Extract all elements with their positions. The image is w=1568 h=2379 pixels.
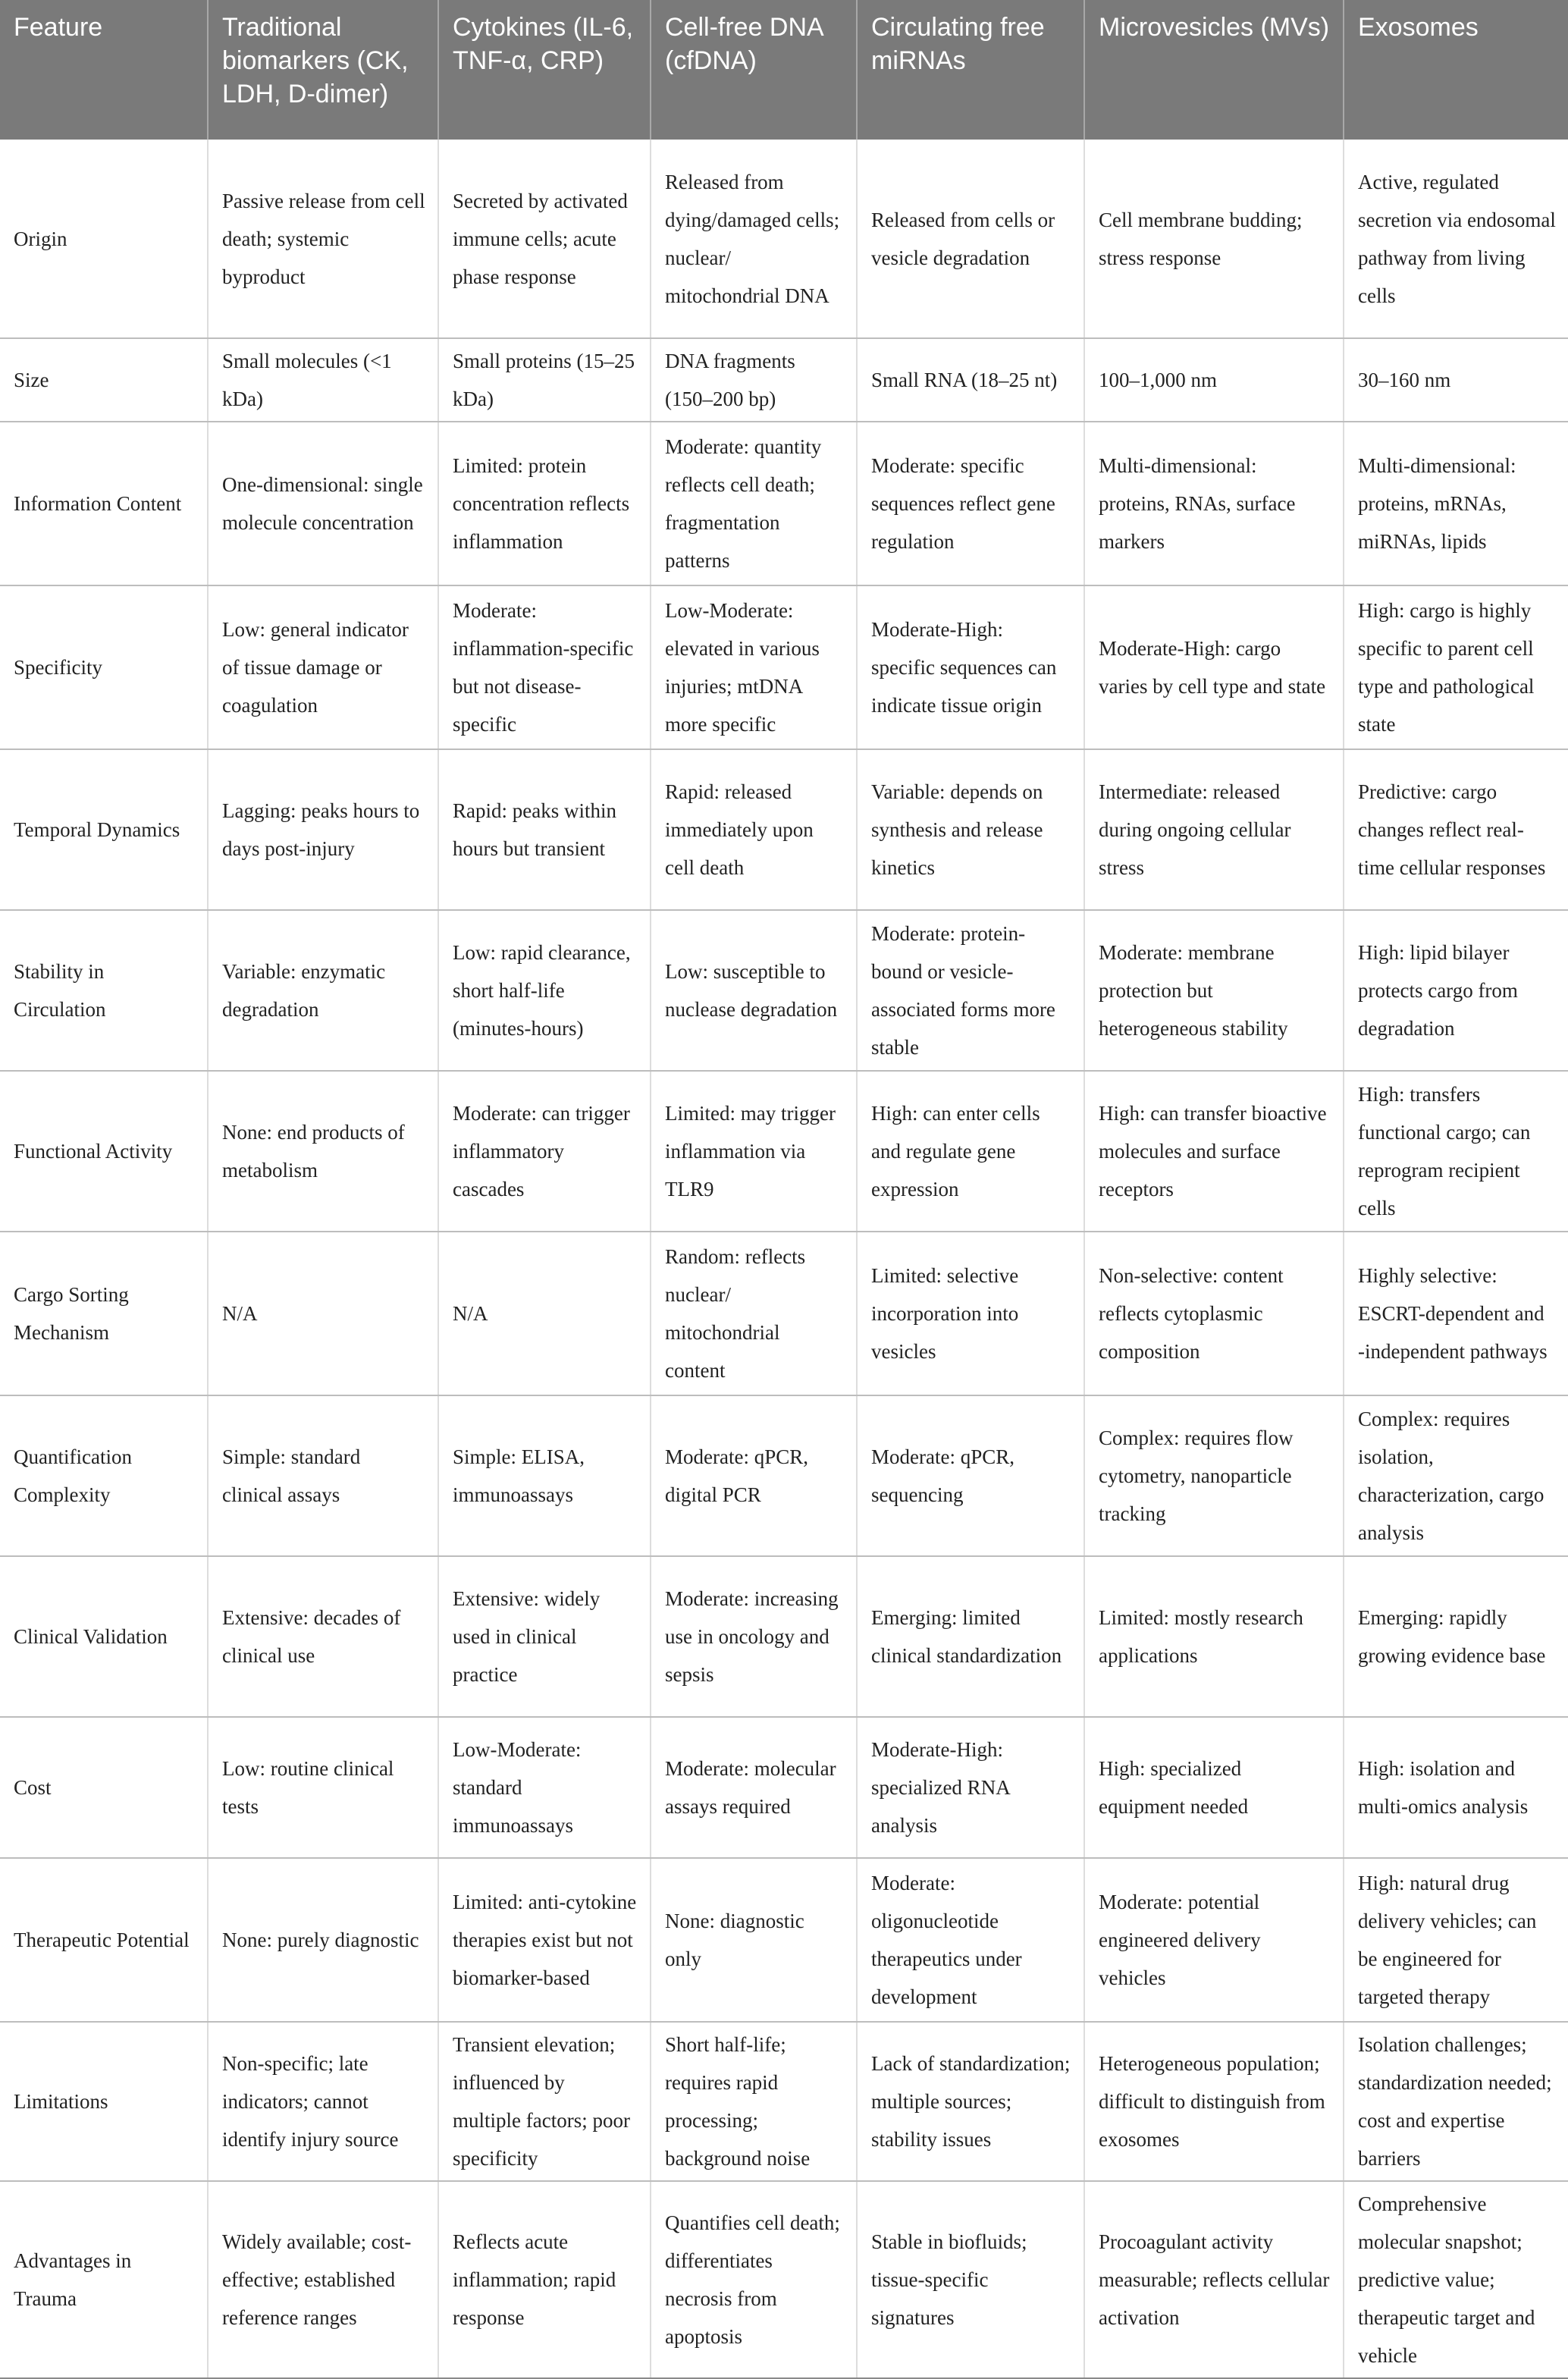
- table-header: [0, 0, 1568, 140]
- row-feature-label: Information Content: [0, 422, 208, 585]
- table-cell: Complex: requires isolation, characterization, cargo analysis: [1344, 1395, 1568, 1556]
- table-cell: Emerging: rapidly growing evidence base: [1344, 1556, 1568, 1717]
- table-cell: Low-Moderate: elevated in various injuries; mtDNA more specific: [651, 585, 857, 749]
- table-cell: Quantifies cell death; differentiates necrosis from apoptosis: [651, 2181, 857, 2378]
- table-cell: Moderate: molecular assays required: [651, 1717, 857, 1858]
- table-cell: One-dimensional: single molecule concentration: [208, 422, 438, 585]
- header-feature: Feature: [0, 0, 208, 140]
- table-cell: Non-specific; late indicators; cannot identify injury source: [208, 2022, 438, 2181]
- row-feature-label: Limitations: [0, 2022, 208, 2181]
- header-microvesicles: Microvesicles (MVs): [1084, 0, 1344, 140]
- table-cell: Cell membrane budding; stress response: [1084, 140, 1344, 338]
- table-cell: Small RNA (18–25 nt): [857, 338, 1084, 422]
- header-cell-free-dna: Cell-free DNA (cfDNA): [651, 0, 857, 140]
- table-cell: High: cargo is highly specific to parent cell type and pathological state: [1344, 585, 1568, 749]
- table-cell: Procoagulant activity measurable; reflects cellular activation: [1084, 2181, 1344, 2378]
- table-cell: Small molecules (<1 kDa): [208, 338, 438, 422]
- table-row: [0, 1232, 1568, 1395]
- table-cell: Moderate-High: specific sequences can indicate tissue origin: [857, 585, 1084, 749]
- table-cell: Low: routine clinical tests: [208, 1717, 438, 1858]
- table-cell: Extensive: decades of clinical use: [208, 1556, 438, 1717]
- table-row: [0, 2181, 1568, 2378]
- table-row: [0, 585, 1568, 749]
- table-cell: Limited: protein concentration reflects inflammation: [438, 422, 651, 585]
- table-cell: Intermediate: released during ongoing cellular stress: [1084, 749, 1344, 910]
- table-row: [0, 422, 1568, 585]
- table-cell: Low: rapid clearance, short half-life (minutes-hours): [438, 910, 651, 1071]
- table-cell: High: lipid bilayer protects cargo from degradation: [1344, 910, 1568, 1071]
- table-cell: Non-selective: content reflects cytoplasmic composition: [1084, 1232, 1344, 1395]
- table-cell: N/A: [438, 1232, 651, 1395]
- table-cell: Moderate: increasing use in oncology and sepsis: [651, 1556, 857, 1717]
- table-cell: Low-Moderate: standard immunoassays: [438, 1717, 651, 1858]
- table-cell: Moderate: qPCR, digital PCR: [651, 1395, 857, 1556]
- table-row: [0, 1071, 1568, 1232]
- table-cell: Variable: enzymatic degradation: [208, 910, 438, 1071]
- table-cell: Comprehensive molecular snapshot; predictive value; therapeutic target and vehicle: [1344, 2181, 1568, 2378]
- table-cell: Emerging: limited clinical standardization: [857, 1556, 1084, 1717]
- table-cell: Limited: selective incorporation into vesicles: [857, 1232, 1084, 1395]
- table-cell: Heterogeneous population; difficult to distinguish from exosomes: [1084, 2022, 1344, 2181]
- table-cell: Moderate: qPCR, sequencing: [857, 1395, 1084, 1556]
- row-feature-label: Specificity: [0, 585, 208, 749]
- row-feature-label: Advantages in Trauma: [0, 2181, 208, 2378]
- table-cell: Rapid: released immediately upon cell death: [651, 749, 857, 910]
- table-cell: Low: general indicator of tissue damage or coagulation: [208, 585, 438, 749]
- table-cell: Predictive: cargo changes reflect real-time cellular responses: [1344, 749, 1568, 910]
- table-cell: Transient elevation; influenced by multiple factors; poor specificity: [438, 2022, 651, 2181]
- table-row: [0, 140, 1568, 338]
- table-row: [0, 1717, 1568, 1858]
- table-row: [0, 2022, 1568, 2181]
- table-cell: Multi-dimensional: proteins, mRNAs, miRNAs, lipids: [1344, 422, 1568, 585]
- row-feature-label: Cost: [0, 1717, 208, 1858]
- table-cell: Simple: ELISA, immunoassays: [438, 1395, 651, 1556]
- table-cell: Lagging: peaks hours to days post-injury: [208, 749, 438, 910]
- table-cell: Random: reflects nuclear/ mitochondrial content: [651, 1232, 857, 1395]
- table-cell: High: transfers functional cargo; can reprogram recipient cells: [1344, 1071, 1568, 1232]
- table-cell: None: end products of metabolism: [208, 1071, 438, 1232]
- table-cell: Reflects acute inflammation; rapid response: [438, 2181, 651, 2378]
- table-cell: High: isolation and multi-omics analysis: [1344, 1717, 1568, 1858]
- table-row: [0, 1858, 1568, 2022]
- table-cell: Lack of standardization; multiple sources; stability issues: [857, 2022, 1084, 2181]
- table-cell: Moderate: potential engineered delivery vehicles: [1084, 1858, 1344, 2022]
- table-cell: Moderate: specific sequences reflect gene regulation: [857, 422, 1084, 585]
- table-cell: Moderate-High: specialized RNA analysis: [857, 1717, 1084, 1858]
- table-cell: Low: susceptible to nuclease degradation: [651, 910, 857, 1071]
- row-feature-label: Quantification Complexity: [0, 1395, 208, 1556]
- row-feature-label: Therapeutic Potential: [0, 1858, 208, 2022]
- header-exosomes: Exosomes: [1344, 0, 1568, 140]
- table-cell: 100–1,000 nm: [1084, 338, 1344, 422]
- table-cell: Short half-life; requires rapid processing; background noise: [651, 2022, 857, 2181]
- table-cell: Extensive: widely used in clinical practice: [438, 1556, 651, 1717]
- table-cell: N/A: [208, 1232, 438, 1395]
- table-cell: Complex: requires flow cytometry, nanoparticle tracking: [1084, 1395, 1344, 1556]
- row-feature-label: Temporal Dynamics: [0, 749, 208, 910]
- table-row: [0, 1556, 1568, 1717]
- table-cell: Moderate: membrane protection but heterogeneous stability: [1084, 910, 1344, 1071]
- table-cell: Multi-dimensional: proteins, RNAs, surface markers: [1084, 422, 1344, 585]
- row-feature-label: Size: [0, 338, 208, 422]
- table-cell: Small proteins (15–25 kDa): [438, 338, 651, 422]
- table-cell: Simple: standard clinical assays: [208, 1395, 438, 1556]
- table-cell: Widely available; cost-effective; established reference ranges: [208, 2181, 438, 2378]
- header-row: [0, 0, 1568, 140]
- row-feature-label: Origin: [0, 140, 208, 338]
- table-cell: Limited: mostly research applications: [1084, 1556, 1344, 1717]
- table-cell: Passive release from cell death; systemic byproduct: [208, 140, 438, 338]
- header-traditional-biomarkers: Traditional biomarkers (CK, LDH, D-dimer): [208, 0, 438, 140]
- table-cell: Limited: may trigger inflammation via TLR9: [651, 1071, 857, 1232]
- table-cell: DNA fragments (150–200 bp): [651, 338, 857, 422]
- table-cell: Moderate: oligonucleotide therapeutics under development: [857, 1858, 1084, 2022]
- table-cell: Isolation challenges; standardization needed; cost and expertise barriers: [1344, 2022, 1568, 2181]
- row-feature-label: Clinical Validation: [0, 1556, 208, 1717]
- table-cell: 30–160 nm: [1344, 338, 1568, 422]
- table-cell: Stable in biofluids; tissue-specific signatures: [857, 2181, 1084, 2378]
- table-cell: High: specialized equipment needed: [1084, 1717, 1344, 1858]
- table-row: [0, 338, 1568, 422]
- table-cell: High: can enter cells and regulate gene expression: [857, 1071, 1084, 1232]
- table-cell: None: diagnostic only: [651, 1858, 857, 2022]
- table-cell: Secreted by activated immune cells; acute phase response: [438, 140, 651, 338]
- table-cell: Moderate: protein-bound or vesicle-associated forms more stable: [857, 910, 1084, 1071]
- table-cell: Released from cells or vesicle degradation: [857, 140, 1084, 338]
- row-feature-label: Cargo Sorting Mechanism: [0, 1232, 208, 1395]
- header-circulating-mirnas: Circulating free miRNAs: [857, 0, 1084, 140]
- table-row: [0, 1395, 1568, 1556]
- table-cell: Active, regulated secretion via endosomal pathway from living cells: [1344, 140, 1568, 338]
- table-cell: Moderate: quantity reflects cell death; fragmentation patterns: [651, 422, 857, 585]
- table-cell: Released from dying/damaged cells; nuclear/ mitochondrial DNA: [651, 140, 857, 338]
- table-cell: Limited: anti-cytokine therapies exist but not biomarker-based: [438, 1858, 651, 2022]
- table-cell: Moderate-High: cargo varies by cell type and state: [1084, 585, 1344, 749]
- table-cell: Moderate: can trigger inflammatory cascades: [438, 1071, 651, 1232]
- table-cell: Variable: depends on synthesis and release kinetics: [857, 749, 1084, 910]
- table-cell: Highly selective: ESCRT-dependent and -independent pathways: [1344, 1232, 1568, 1395]
- table-body: [0, 140, 1568, 2378]
- table-cell: Rapid: peaks within hours but transient: [438, 749, 651, 910]
- table-row: [0, 910, 1568, 1071]
- header-cytokines: Cytokines (IL-6, TNF-α, CRP): [438, 0, 651, 140]
- row-feature-label: Functional Activity: [0, 1071, 208, 1232]
- table-cell: None: purely diagnostic: [208, 1858, 438, 2022]
- table-cell: Moderate: inflammation-specific but not disease-specific: [438, 585, 651, 749]
- table-cell: High: can transfer bioactive molecules and surface receptors: [1084, 1071, 1344, 1232]
- row-feature-label: Stability in Circulation: [0, 910, 208, 1071]
- table-cell: High: natural drug delivery vehicles; can be engineered for targeted therapy: [1344, 1858, 1568, 2022]
- table-row: [0, 749, 1568, 910]
